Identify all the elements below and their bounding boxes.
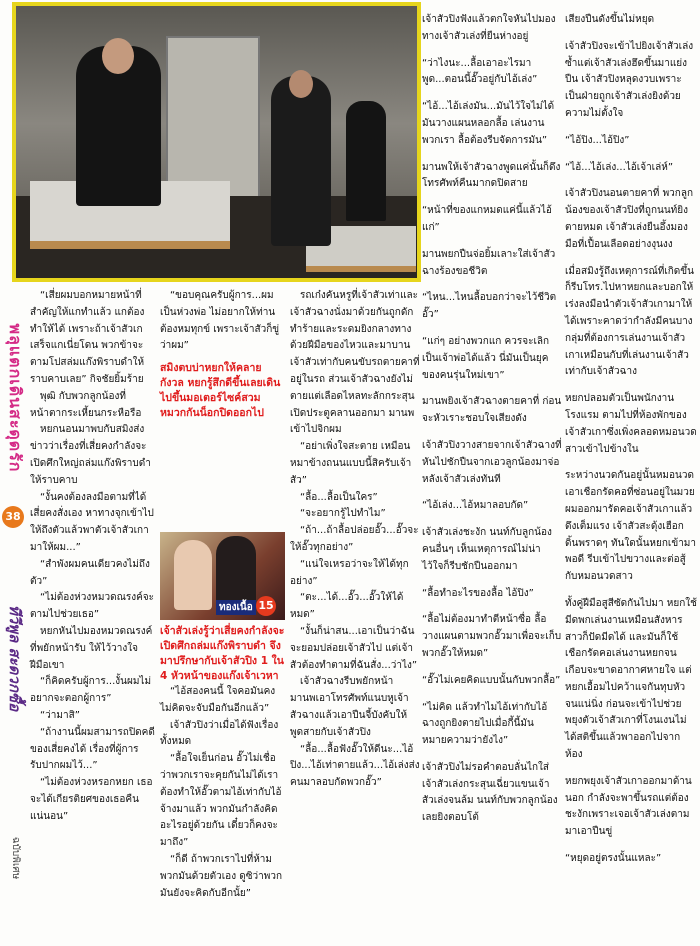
paragraph: หยกปลอมตัวเป็นพนักงานโรงแรม ตามไปที่ห้องพักของเจ้าสัวเกาซึ่งเพิ่งคลอดหมอนวดสาวเข้าไปข้างใน	[565, 393, 697, 455]
photo-caption-1: สมิงตบบ่าหยกให้คลายกังวล หยกรู้สึกดีขึ้นเลยเดินไปขึ้นมอเตอร์ไซค์สวมหมวกกันน็อกปิดออกไป	[160, 362, 281, 420]
man-in-shadow-figure	[346, 101, 386, 221]
paragraph: เมื่อสมิงรู้ถึงเหตุการณ์ที่เกิดขึ้น ก็รีบโทร.ไปหาหยกและบอกให้เร่งลงมือนำตัวเจ้าสัวเกามาให้ได้เพราะคาดว่ากำลังมีคนบางกลุ่มที่ต้องการเล่นงานเจ้าสัวเกาเหมือนกับที่เล่นงานเจ้าสัวเท่ากับเจ้าสัวฉาง	[565, 265, 694, 378]
paragraph: หยกพยุงเจ้าสัวเกาออกมาด้านนอก กำลังจะพาขึ้นรถแต่ต้องชะงักเพราะเจอเจ้าสัวเล่งตามมาเอาปืนขู่	[565, 775, 692, 838]
paragraph: เจ้าสัวปิงจะเข้าไปยิงเจ้าสัวเล่งซ้ำแต่เจ้าสัวเล่งฮึดขึ้นมาแย่งปืน เจ้าสัวปิงหลุดงวบเพราะเป็นฝ่ายถูกเจ้าสัวเล่งยิงด้วยความไม่ตั้งใจ	[565, 40, 694, 119]
paragraph: “อั๊วไม่เคยคิดแบบนั้นกับพวกลื้อ”	[422, 674, 561, 686]
article-column-4	[422, 2, 562, 837]
paragraph: “แน่ใจเหรอว่าจะให้ได้ทุกอย่าง”	[290, 558, 409, 587]
paragraph: “ลื้อทำอะไรของลื้อ ไอ้ปิง”	[422, 587, 534, 599]
paragraph: “งั้นคงต้องลงมือตามที่ได้เสี่ยคงสั่งเอง หาทางจุกเข้าไปให้ถึงตัวแล้วพาตัวเจ้าสัวเกามาให้ผม...”	[30, 491, 154, 553]
page-sidebar	[2, 298, 28, 943]
paragraph: หยกนอนมาพบกับสมิงส่งข่าวว่าเรื่องที่เสี่ยคงกำลังจะเปิดศึกใหญ่ถล่มแก๊งพิราบดำให้ราบคาบ	[30, 424, 151, 486]
paragraph: มานพให้เจ้าสัวฉางพูดแค่นั้นก็ดึงโทรศัพท์คืนมากดปิดสาย	[422, 161, 561, 190]
paragraph: เจ้าสัวปิงว่าเมื่อได้ฟังเรื่องทั้งหมด	[160, 719, 279, 748]
paragraph: “ก็คิดครับผู้การ...งั้นผมไม่อยากจะตอกผู้การ”	[30, 676, 152, 705]
paragraph: “ลื้อใจเย็นก่อน อั๊วไม่เชื่อว่าพวกเราจะคุยกันไม่ได้เราต้องทำให้อั๊วตามไอ้เท่ากับไอ้จ้างมาแล้ว พวกมันกำลังคิดอะไรอยู่ด้วยกัน เดี๋ยวก็คงจะมาถึง”	[160, 753, 282, 849]
paragraph: “ไอ้...ไอ้เล่ง...ไอ้เจ้าเล่ห์”	[565, 161, 673, 173]
paragraph: “หน้าที่ของแกหมดแค่นี้แล้วไอ้แก่”	[422, 205, 552, 233]
sidebar-title	[2, 298, 28, 498]
paragraph: “ไหน...ไหนลื้อบอกว่าจะไว้ชีวิตอั๊ว”	[422, 292, 557, 321]
article-column-3	[290, 288, 420, 792]
paragraph: เจ้าสัวเล่งชะงัก นนท์กับลูกน้องคนอื่นๆ เห็นเหตุการณ์ไม่น่าไว้ใจก็รีบชักปืนออกมา	[422, 527, 552, 572]
paragraph: “อย่าเพิ่งใจสะตาย เหมือนหมาข้างถนนแบบนี้สิครับเจ้าสัว”	[290, 441, 412, 486]
paragraph: พุฒิ กับพวกลูกน้องที่หน้าตากระเหี้ยนกระหือรือ	[30, 390, 142, 419]
paragraph: “ว่าไงนะ...ลื้อเอาอะไรมาพูด...ตอนนี้อั๊วอยู่กับไอ้เล่ง”	[422, 57, 538, 86]
paragraph: “ไม่คิด แล้วทำไมไอ้เท่ากับไอ้ฉางถูกยิงตายไปเมื่อกี้นี้มันหมายความว่ายังไง”	[422, 701, 548, 747]
paragraph: “ลื้อ...ลื้อฟังอั๊วให้ดีนะ...ไอ้ปิง...ไอ้เท่าตายแล้ว...ไอ้เล่งส่งคนมาลอบกัดพวกอั๊ว”	[290, 743, 420, 789]
paragraph: “ไอ้...ไอ้เล่งมัน...มันไว้ใจไม่ได้ มันวางแผนหลอกลื้อ เล่นงานพวกเรา ลื้อต้องรีบจัดการมัน”	[422, 101, 555, 146]
paragraph: มานพยกปืนจ่อยิ้มเลาะใส่เจ้าสัวฉางร้องขอชีวิต	[422, 248, 556, 277]
article-column-5	[565, 2, 697, 878]
magazine-brand-text: ทีวีพูล สะดวกซื้อ	[6, 604, 24, 712]
paragraph: เจ้าสัวปิงฟังแล้วตกใจหันไปมองทางเจ้าสัวเล่งที่ยืนห่างอยู่	[422, 14, 556, 42]
page-number-badge: 38	[2, 506, 24, 528]
paragraph: “ขอบคุณครับผู้การ...ผมเป็นห่วงพ่อ ไม่อยากให้ท่านต้องหมทุกข์ เพราะเจ้าสัวก็ขู่ว่าผม”	[160, 290, 280, 352]
paragraph: มานพยิงเจ้าสัวฉางตายคาที่ ก่อนจะหัวเราะชอบใจเสียงดัง	[422, 396, 562, 425]
paragraph: “ไอ้สองคนนี้ ใจคอมันคงไม่คิดจะจับมือกันอีกแล้ว”	[160, 686, 276, 714]
paragraph: “หยุดอยู่ตรงนั้นแหละ”	[565, 853, 662, 865]
paragraph: “เสี่ยผมบอกหมายหน้าที่สำคัญให้แกทำแล้ว แกต้องทำให้ได้ เพราะถ้าเจ้าสัวเกเสร็จแกเนี่ยโดน พวกข้าจะตามโปสล่มแก๊งพิราบดำให้ราบคาบเลย” กิจชัยยิ้มร้าย	[30, 290, 145, 385]
paragraph: เจ้าสัวปิงนอนตายคาที่ พวกลูกน้องของเจ้าสัวปิงที่ถูกนนท์ยิงตายหมด เจ้าสัวเล่งยืนอึ้งมองมือที่เปื้อนเลือดอย่างงุนงง	[565, 188, 694, 250]
paragraph: “ก็ดี ถ้าพวกเราไปที่ห้ามพวกมันด้วยตัวเอง ดูซิว่าพวกมันยังจะคิดกับอีกนั้ย”	[160, 853, 283, 899]
issue-label	[2, 778, 28, 938]
photo-caption-2: เจ้าสัวเล่งรู้ว่าเสี่ยคงกำลังจะเปิดศึกถล่มแก๊งพิราบดำ จึงมาปรึกษากับเจ้าสัวปิง 1 ใน 4 หัวหน้าของแก๊งเจ้าเวหา	[160, 625, 285, 682]
man-in-black-figure	[271, 76, 331, 246]
paragraph: “ไม่ต้องห่วงหรอกหยก เธอจะได้เกียรติยศของเธอคืนแน่นอน”	[30, 777, 153, 822]
tv-show-thumbnail	[160, 532, 285, 620]
paragraph: “สำพังผมคนเดียวคงไม่ถึงตัว”	[30, 558, 150, 587]
episode-badge: 15	[256, 596, 276, 616]
paragraph: “ตะ...ได้...อั๊ว...อั๊วให้ได้หมด”	[290, 592, 404, 621]
paragraph: “ไอ้ปิง...ไอ้ปิง”	[565, 134, 630, 146]
paragraph: “งั้นก็น่าสน...เอาเป็นว่าฉันจะยอมปล่อยเจ้าสัวไป แต่เจ้าสัวต้องทำตามที่ฉันสั่ง...ว่าไง”	[290, 625, 418, 671]
paragraph: “ไอ้เล่ง...ไอ้หมาลอบกัด”	[422, 500, 529, 512]
paragraph: “ไม่ต้องห่วงหมวดณรงค์จะตามไปช่วยเธอ”	[30, 592, 155, 621]
paragraph: “ถ้างานนี้ผมสามารถปิดคดีของเสี่ยคงได้ เรื่องที่ผู้การรับปากผมไว้...”	[30, 726, 155, 772]
paragraph: ระหว่างนวดกันอยู่นั้นหมอนวดเอาเชือกรัดคอที่ซ่อนอยู่ในมวยผมออกมารัดคอเจ้าสัวเกาแล้วดึงเต็มแรง เจ้าสัวสะดุ้งเฮือกดิ้นพราดๆ ทันใดนั้นหยกเข้ามาพอดี รีบเข้าไปขวางและต่อสู้กับหมอนวดสาว	[565, 470, 697, 583]
paragraph: ทั้งคู่ฝีมือสูสีซัดกันไปมา หยกใช้มีดพกเล่นงานเหมือนสังหารสาวก็ปัดมีดได้ และมันก็ใช้เชือกรัดคอเล่นงานหยกจนเกือบจะขาดอากาศหายใจ แต่หยกเอื้อมไปคว้าแจกันทุบหัวจนแน่นิ่ง ก่อนจะเข้าไปช่วยพยุงตัวเจ้าสัวเกาที่โงนเงนไม่ได้สติขึ้นแล้วพาออกไปจากห้อง	[565, 597, 697, 761]
magazine-brand	[2, 548, 28, 768]
paragraph: “ถ้า...ถ้าลื้อปล่อยอั๊ว...อั๊วจะให้อั๊วทุกอย่าง”	[290, 525, 419, 553]
article-column-2-lower	[160, 624, 285, 902]
man-in-suit-figure	[76, 46, 161, 206]
paragraph: “ลื้อ...ลื้อเป็นใคร”	[300, 491, 378, 503]
paragraph: เจ้าสัวปิงวางสายจากเจ้าสัวฉางที่หันไปชักปืนจากเอวลูกน้องมาจ่อหลังเจ้าสัวเล่งทันที	[422, 439, 562, 485]
show-logo: ทองเนื้อ	[216, 600, 256, 615]
paragraph: รถเก๋งคันหรูที่เจ้าสัวเท่าและเจ้าสัวฉางนั่งมาด้วยกันถูกดักทำร้ายและระดมยิงกลางทาง ด้วยฝีมือของไหวและมาบาน เจ้าสัวเท่ากับคนขับรถตายคาที่อยู่ในรถ ส่วนเจ้าสัวฉางยังไม่ตายแต่เลือดไหลทะลักกระสุนเปิดประตูคลานออกมา มานพเข้าไปจิกผม	[290, 290, 420, 436]
paragraph: หยกหันไปมองหมวดณรงค์ที่พยักหน้ารับ ให้ไว้วางใจฝีมือเขา	[30, 625, 153, 671]
lead-photo	[12, 2, 421, 282]
issue-label-text: ฉบับพิเศษ	[10, 836, 21, 880]
article-column-1	[30, 288, 156, 826]
paragraph: เจ้าสัวปิงไม่รอคำตอบลั่นไกใส่เจ้าสัวเล่งกระสุนเฉี่ยวแขนเจ้าสัวเล่งจนล้ม นนท์กับพวกลูกน้องเลยยิงตอบโต้	[422, 761, 558, 824]
sidebar-title-text: พลุแตกเดินสะดุดรัก	[6, 323, 25, 473]
article-column-2	[160, 288, 285, 421]
paragraph: “ลื้อไม่ต้องมาทำตีหน้าซื่อ ลื้อวางแผนตามพวกอั๊วมาเพื่อจะเก็บพวกอั๊วให้หมด”	[422, 614, 562, 659]
paragraph: “จะอยากรู้ไปทำไม”	[300, 508, 386, 520]
paragraph: เจ้าสัวฉางรีบพยักหน้า มานพเอาโทรศัพท์แนบหูเจ้าสัวฉางแล้วเอาปืนจี้บังคับให้พูดสายกับเจ้าสัวปิง	[290, 676, 409, 738]
paragraph: “แก่ๆ อย่างพวกแก ควรจะเลิกเป็นเจ้าพ่อได้แล้ว นี่มันเป็นยุคของคนรุ่นใหม่เขา”	[422, 335, 550, 381]
paragraph: เสียงปืนดังขึ้นไม่หยุด	[565, 14, 655, 25]
paragraph: “ว่ามาสิ”	[40, 709, 80, 721]
actress-figure	[174, 540, 212, 610]
